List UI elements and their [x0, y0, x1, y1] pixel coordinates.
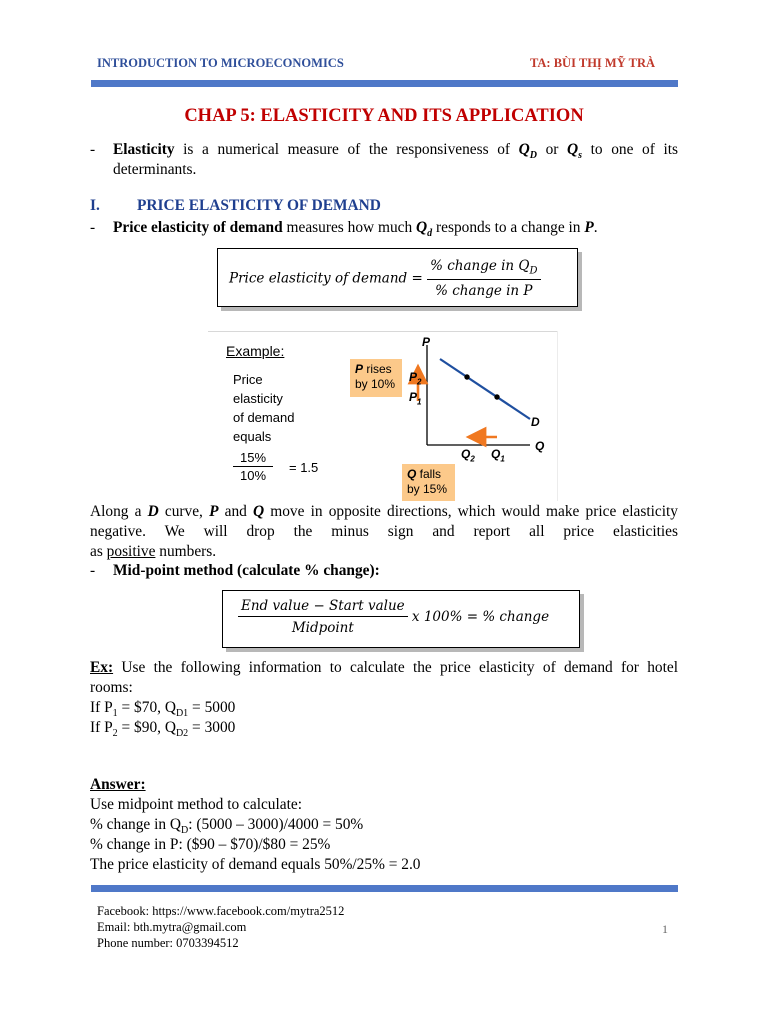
formula-fraction	[427, 258, 540, 299]
callout-by10: by 10%	[355, 377, 396, 391]
section-heading	[90, 197, 381, 215]
ex-line-2: rooms:	[90, 679, 133, 696]
midpoint-formula-box	[222, 590, 580, 648]
p-axis-label: P	[422, 335, 431, 349]
header-rule	[91, 80, 678, 87]
ex-line-1	[90, 658, 678, 678]
demand-curve-line	[440, 359, 530, 419]
along-text: Along a	[90, 503, 148, 520]
figure-frac-den: 10%	[239, 468, 267, 483]
page-number: 1	[662, 922, 668, 936]
callout-p: P	[355, 362, 364, 376]
midpoint-fraction	[238, 598, 408, 636]
midpoint-numerator: End value − Start value	[238, 598, 408, 617]
p-symbol: P	[584, 219, 594, 236]
d-symbol: D	[147, 503, 159, 520]
figure-text-line: equals	[233, 429, 272, 444]
ex-row-2	[90, 718, 235, 744]
figure-text-line: of demand	[233, 410, 295, 425]
ped-formula	[229, 258, 541, 299]
q1-text: Q	[491, 447, 501, 461]
along-text: and	[218, 503, 253, 520]
formula-numerator	[427, 258, 540, 280]
qd-sub: d	[427, 228, 433, 240]
answer-text: % change in Q	[90, 816, 182, 833]
numerator-text: % change in Q	[430, 258, 530, 274]
intro-or: or	[536, 141, 568, 158]
along-paragraph	[90, 502, 678, 562]
intro-text-2: to one of its	[582, 141, 678, 158]
q-symbol: Q	[252, 503, 265, 520]
ped-text-2: responds to a change in	[432, 219, 585, 236]
ped-line	[113, 218, 678, 244]
numerator-sub: D	[529, 265, 538, 277]
q-axis-label: Q	[535, 439, 545, 453]
p2-label	[409, 370, 421, 386]
midpoint-denominator: Midpoint	[291, 620, 354, 636]
ex-sub: D1	[175, 708, 189, 720]
intro-paragraph	[90, 140, 678, 180]
ex-text: = 5000	[188, 699, 236, 716]
ex-text: = $70, Q	[117, 699, 176, 716]
section-number: I.	[90, 197, 100, 214]
callout-rises: rises	[363, 362, 392, 376]
qd-symbol: Q	[416, 219, 428, 236]
along-line-3	[90, 542, 216, 562]
bullet-dash: -	[90, 562, 96, 579]
answer-label: Answer:	[90, 776, 146, 793]
ex-text: If P	[90, 699, 113, 716]
p-symbol: P	[209, 503, 219, 520]
ex-label: Ex:	[90, 659, 114, 676]
qs-sub: s	[578, 150, 583, 162]
demand-curve-label: D	[531, 415, 540, 429]
figure-frac-num: 15%	[233, 450, 273, 467]
point-p2-q2	[464, 374, 469, 379]
figure-result: = 1.5	[289, 460, 319, 475]
along-text: numbers.	[155, 543, 217, 560]
intro-text: is a numerical measure of the responsiveness of	[174, 141, 519, 158]
figure-border-right	[557, 331, 558, 501]
qd-sub: D	[529, 150, 537, 162]
answer-line-4: The price elasticity of demand equals 50%/25% = 2.0	[90, 856, 421, 873]
midpoint-heading	[90, 561, 678, 581]
figure-text-line: elasticity	[233, 391, 283, 406]
callout-by15: by 15%	[407, 482, 448, 496]
footer-rule	[91, 885, 678, 892]
bullet-dash: -	[90, 141, 96, 158]
page-title: CHAP 5: ELASTICITY AND ITS APPLICATION	[184, 106, 584, 126]
ex-sub: 1	[112, 708, 118, 720]
footer-facebook: Facebook: https://www.facebook.com/mytra2512	[97, 904, 345, 918]
midpoint-rhs: x 100% = % change	[411, 609, 550, 625]
along-text: move in opposite directions, which would make price elasticity	[264, 503, 678, 520]
ex-sub: D2	[175, 728, 189, 740]
ped-formula-box	[217, 248, 578, 307]
qd-symbol: Q	[518, 141, 530, 158]
intro-line-2: determinants.	[113, 161, 197, 178]
footer-phone: Phone number: 0703394512	[97, 936, 239, 950]
callout-q: Q	[407, 467, 417, 481]
ped-definition	[90, 218, 678, 238]
callout-falls: falls	[416, 467, 442, 481]
answer-text: : (5000 – 3000)/4000 = 50%	[188, 816, 364, 833]
demand-graph	[208, 333, 557, 503]
q1-label	[491, 447, 505, 463]
positive-word: positive	[106, 543, 156, 560]
qs-symbol: Q	[567, 141, 579, 158]
p1-label	[409, 390, 421, 406]
header-ta: TA: BÙI THỊ MỸ TRÀ	[530, 56, 656, 70]
p1-text: P	[409, 390, 418, 404]
ped-period: .	[593, 219, 598, 236]
q2-label	[461, 447, 475, 463]
p2-sub: 2	[417, 377, 422, 387]
formula-lhs: Price elasticity of demand =	[229, 270, 423, 287]
example-paragraph	[90, 658, 678, 738]
header-course: INTRODUCTION TO MICROECONOMICS	[97, 56, 344, 70]
ped-text: measures how much	[282, 219, 417, 236]
ex-text: Use the following information to calculate the price elasticity of demand for hotel	[113, 659, 678, 676]
p1-sub: 1	[417, 397, 422, 407]
figure-text-line: Price	[233, 372, 263, 387]
q1-sub: 1	[500, 454, 505, 464]
figure-border-top	[208, 331, 558, 332]
along-text: as	[90, 543, 107, 560]
along-line-1	[90, 502, 678, 522]
answer-line-1: Use midpoint method to calculate:	[90, 796, 302, 813]
answer-sub: D	[181, 825, 189, 837]
along-line-2: negative. We will drop the minus sign and report all price elasticities	[90, 523, 678, 540]
section-title: PRICE ELASTICITY OF DEMAND	[137, 197, 381, 214]
example-figure	[208, 333, 557, 503]
point-p1-q1	[494, 394, 499, 399]
ex-sub: 2	[112, 728, 118, 740]
p2-text: P	[409, 370, 418, 384]
ped-term: Price elasticity of demand	[113, 219, 283, 236]
answer-paragraph	[90, 775, 678, 875]
ex-text: = $90, Q	[117, 719, 176, 736]
bullet-dash: -	[90, 219, 96, 236]
along-text: curve,	[158, 503, 210, 520]
midpoint-formula	[238, 598, 549, 636]
ex-text: If P	[90, 719, 113, 736]
answer-line-3: % change in P: ($90 – $70)/$80 = 25%	[90, 836, 331, 853]
footer-email: Email: bth.mytra@gmail.com	[97, 920, 247, 934]
midpoint-label: Mid-point method (calculate % change):	[113, 562, 380, 579]
q2-sub: 2	[470, 454, 475, 464]
formula-denominator: % change in P	[435, 282, 533, 299]
ex-text: = 3000	[188, 719, 236, 736]
figure-example-label: Example:	[226, 343, 285, 359]
q2-text: Q	[461, 447, 471, 461]
intro-term: Elasticity	[113, 141, 175, 158]
